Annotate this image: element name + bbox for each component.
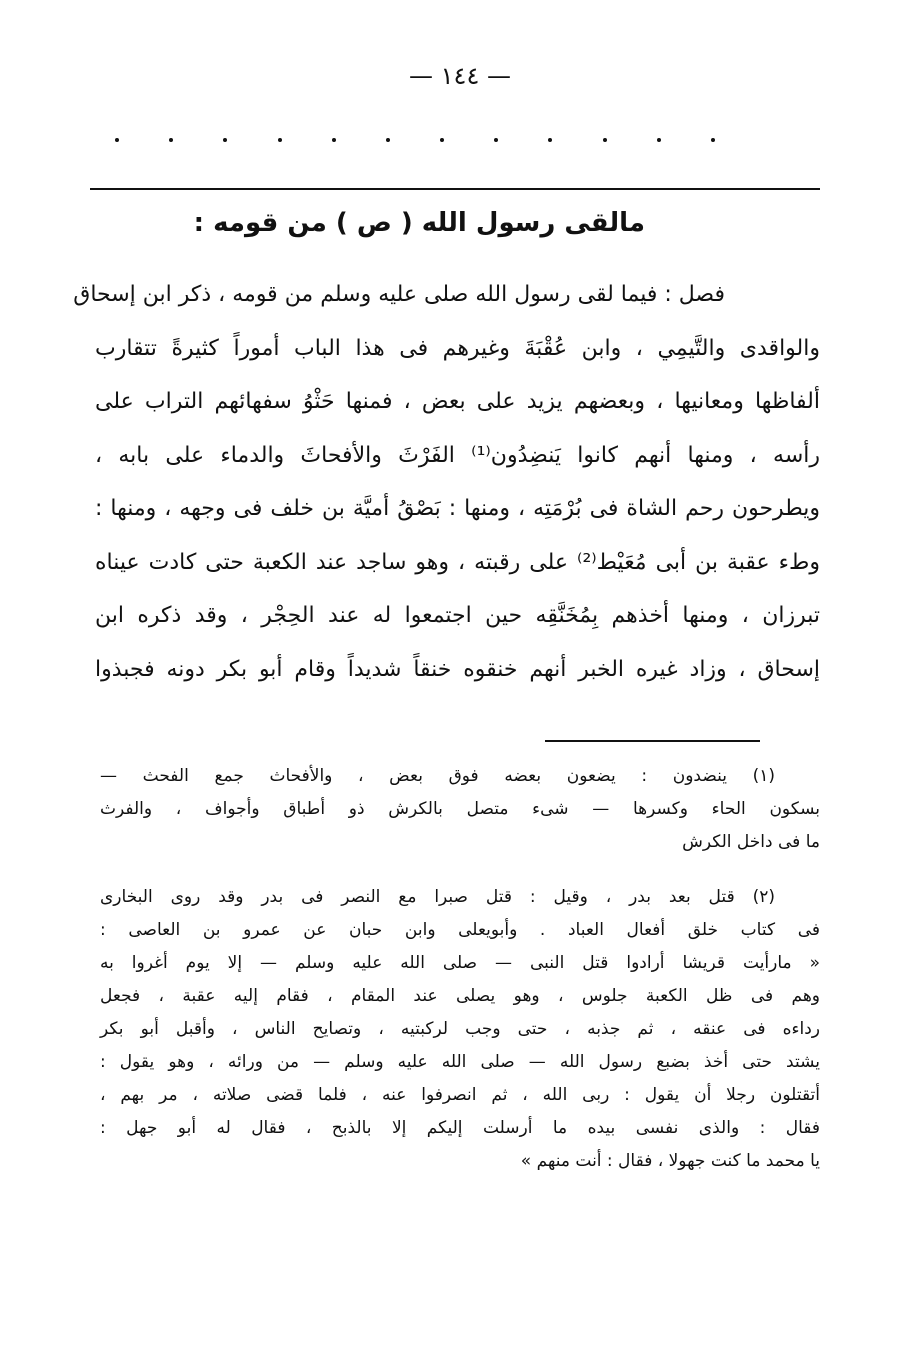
ornament-dot	[440, 138, 444, 142]
footnote-line: بسكون الحاء وكسرها — شىء متصل بالكرش ذو أطباق وأجواف ، والفرث	[100, 799, 820, 819]
ornament-dot	[332, 138, 336, 142]
footnote-2	[100, 881, 820, 1178]
ornamental-dots-row	[115, 138, 715, 142]
footnote-line: ما فى داخل الكرش	[682, 832, 820, 852]
footnote-line: (١) ينضدون : يضعون بعضه فوق بعض ، والأفحاث جمع الفحث —	[100, 766, 775, 786]
footnote-line: أتقتلون رجلا أن يقول : ربى الله ، ثم انصرفوا عنه ، فلما قضى صلاته ، مر بهم ،	[100, 1085, 820, 1105]
footnote-line: يشتد حتى أخذ بضبع رسول الله — صلى الله عليه وسلم — من ورائه ، وهو يقول :	[100, 1052, 820, 1072]
ornament-dot	[603, 138, 607, 142]
main-text-line: وطء عقبة بن أبى مُعَيْط⁽²⁾ على رقبته ، وهو ساجد عند الكعبة حتى كادت عيناه	[95, 549, 820, 575]
main-text-line: رأسه ، ومنها أنهم كانوا يَنضِدُون⁽¹⁾ الفَرْثَ والأفحاثَ والدماء على بابه ،	[95, 442, 820, 468]
main-text-line: ألفاظها ومعانيها ، وبعضهم يزيد على بعض ، فمنها حَثْوُ سفهائهم التراب على	[95, 389, 820, 414]
ornament-dot	[278, 138, 282, 142]
footnote-line: يا محمد ما كنت جهولا ، فقال : أنت منهم »	[520, 1151, 820, 1171]
footnote-line: وهم فى ظل الكعبة جلوس ، وهو يصلى عند المقام ، فقام إليه عقبة ، فجعل	[100, 986, 820, 1006]
header-rule	[90, 188, 820, 190]
ornament-dot	[169, 138, 173, 142]
section-heading: مالقى رسول الله ( ص ) من قومه :	[193, 208, 645, 238]
ornament-dot	[548, 138, 552, 142]
ornament-dot	[115, 138, 119, 142]
footnote-line: (٢) قتل بعد بدر ، وقيل : قتل صبرا مع النصر فى بدر وقد روى البخارى	[100, 887, 775, 907]
page-number: — ١٤٤ —	[409, 62, 511, 90]
ornament-dot	[494, 138, 498, 142]
ornament-dot	[386, 138, 390, 142]
main-text-line: فصل : فيما لقى رسول الله صلى عليه وسلم من قومه ، ذكر ابن إسحاق	[73, 282, 725, 307]
footnote-line: « مارأيت قريشا أرادوا قتل النبى — صلى الله عليه وسلم — إلا يوم أغروا به	[100, 953, 820, 973]
ornament-dot	[711, 138, 715, 142]
main-text-line: تبرزان ، ومنها أخذهم بِمُخَنَّقِه حين اجتمعوا له عند الحِجْر ، وقد ذكره ابن	[95, 603, 820, 628]
footnote-line: فقال : والذى نفسى بيده ما أرسلت إليكم إلا بالذبح ، فقال له أبو جهل :	[100, 1118, 820, 1138]
footnote-1	[100, 760, 820, 859]
footnote-line: فى كتاب خلق أفعال العباد . وأبويعلى وابن حبان عن عمرو بن العاصى :	[100, 920, 820, 940]
ornament-dot	[657, 138, 661, 142]
main-text-line: ويطرحون رحم الشاة فى بُرْمَتِه ، ومنها : بَصْقُ أميَّة بن خلف فى وجهه ، ومنها :	[95, 496, 820, 521]
main-text-line: والواقدى والتَّيمِي ، وابن عُقْبَةَ وغيرهم فى هذا الباب أموراً كثيرةً تتقارب	[95, 335, 820, 361]
main-text-line: إسحاق ، وزاد غيره الخبر أنهم خنقوه خنقاً شديداً وقام أبو بكر دونه فجبذوا	[95, 656, 820, 682]
footnote-separator-rule	[545, 740, 760, 742]
ornament-dot	[223, 138, 227, 142]
main-text-block	[73, 268, 820, 696]
footnotes-block	[100, 760, 820, 1178]
footnote-line: رداءه فى عنقه ، ثم جذبه ، حتى وجب لركبتيه ، وتصايح الناس ، وأقبل أبو بكر	[100, 1019, 820, 1039]
